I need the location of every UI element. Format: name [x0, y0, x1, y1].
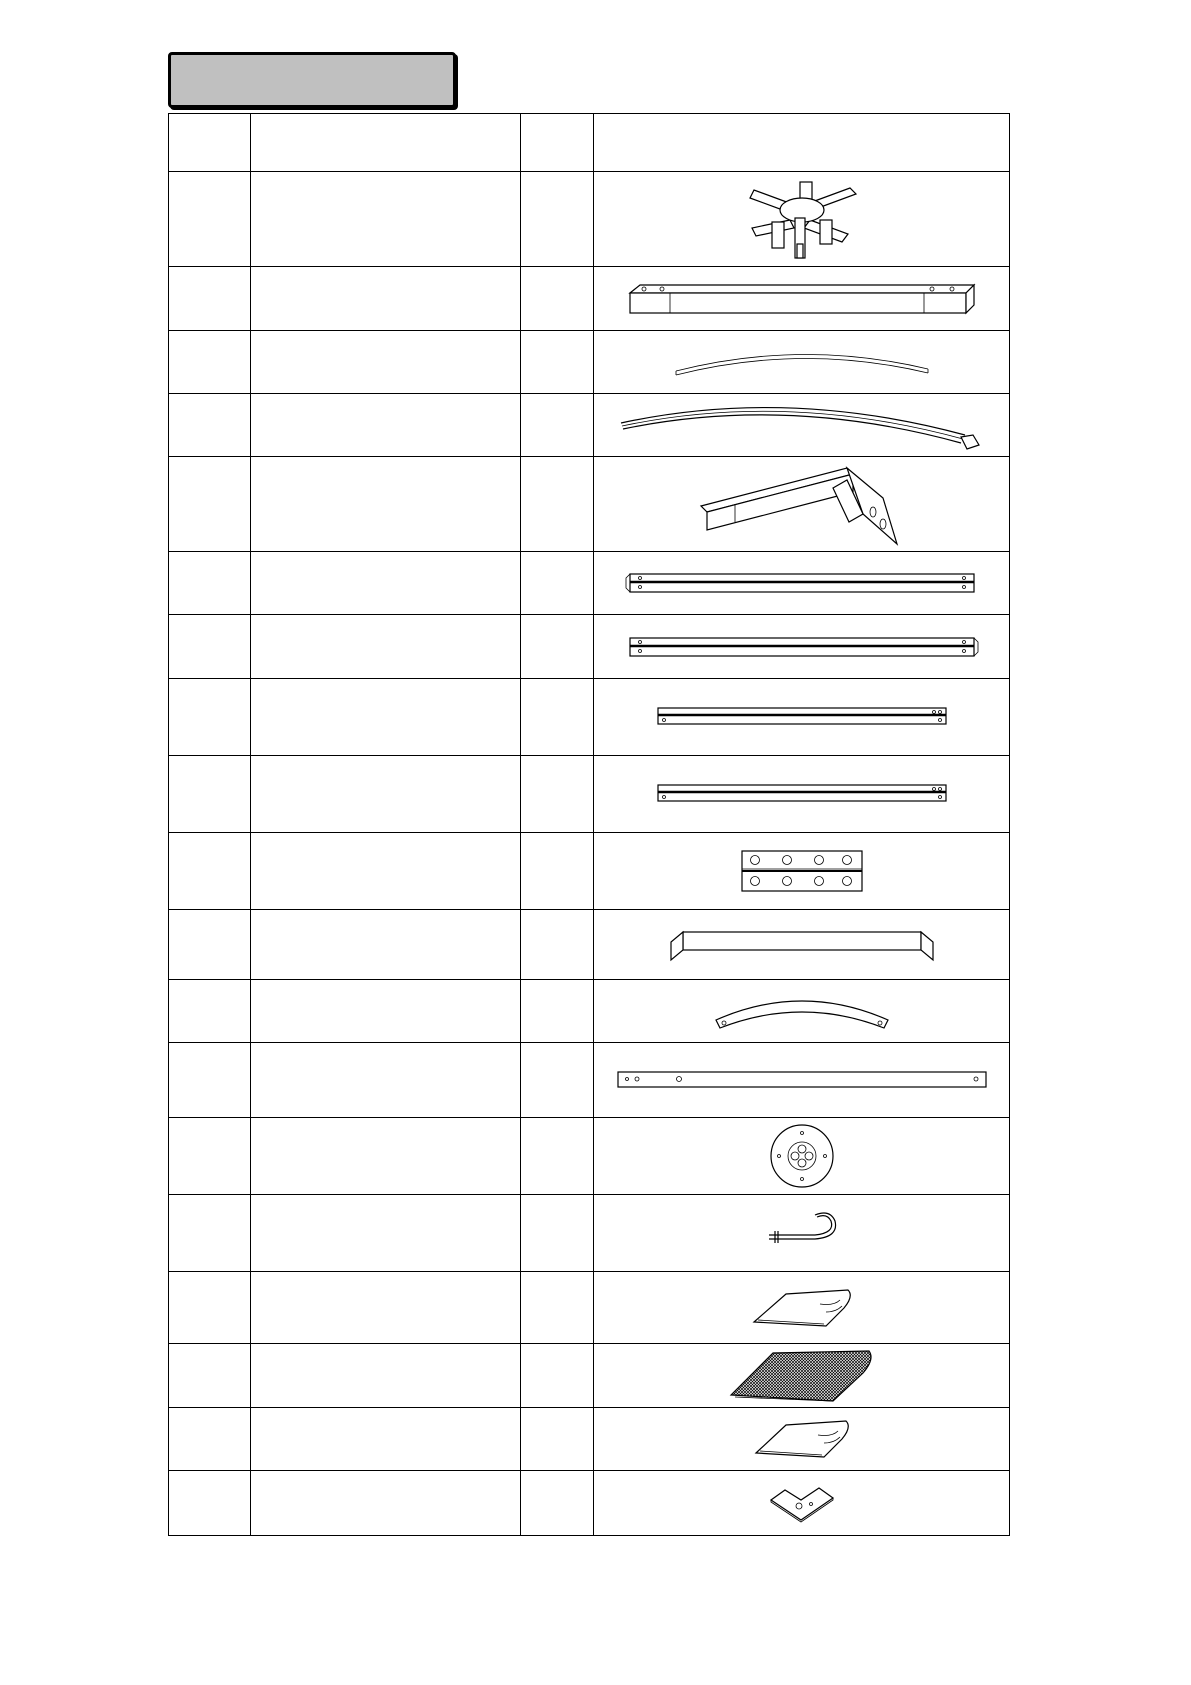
- table-row: [169, 910, 1010, 980]
- part-description: [251, 980, 521, 1043]
- part-description: [251, 172, 521, 267]
- mesh-panel-icon: [727, 1347, 877, 1405]
- parts-table: [168, 113, 1010, 1536]
- part-number: [169, 1043, 251, 1118]
- part-number: [169, 615, 251, 679]
- medium-channel-bar-icon: [654, 704, 950, 730]
- part-description: [251, 833, 521, 910]
- hole-plate-icon: [739, 848, 865, 894]
- part-description: [251, 1344, 521, 1408]
- part-number: [169, 457, 251, 552]
- part-description: [251, 615, 521, 679]
- part-description: [251, 552, 521, 615]
- table-row: [169, 457, 1010, 552]
- angled-bracket-arm-icon: [697, 460, 907, 548]
- long-channel-bar-notched-icon: [624, 632, 980, 662]
- part-quantity: [521, 1408, 594, 1471]
- arched-strap-icon: [712, 990, 892, 1032]
- hub-connector-icon: [732, 174, 872, 264]
- part-description: [251, 1195, 521, 1272]
- part-description: [251, 1043, 521, 1118]
- corner-plate-icon: [767, 1482, 837, 1524]
- part-quantity: [521, 1471, 594, 1536]
- table-row: [169, 1471, 1010, 1536]
- part-quantity: [521, 457, 594, 552]
- table-row: [169, 331, 1010, 394]
- part-description: [251, 1471, 521, 1536]
- part-number: [169, 756, 251, 833]
- part-number: [169, 552, 251, 615]
- part-quantity: [521, 331, 594, 394]
- table-row: [169, 833, 1010, 910]
- header-qty: [521, 114, 594, 172]
- part-quantity: [521, 1272, 594, 1344]
- part-description: [251, 1408, 521, 1471]
- part-quantity: [521, 1118, 594, 1195]
- part-number: [169, 172, 251, 267]
- long-channel-bar-icon: [624, 568, 980, 598]
- part-quantity: [521, 756, 594, 833]
- part-quantity: [521, 615, 594, 679]
- section-title: [168, 52, 456, 108]
- part-description: [251, 756, 521, 833]
- table-row: [169, 1043, 1010, 1118]
- part-description: [251, 267, 521, 331]
- part-number: [169, 833, 251, 910]
- part-number: [169, 679, 251, 756]
- part-number: [169, 1195, 251, 1272]
- part-number: [169, 1471, 251, 1536]
- part-quantity: [521, 1043, 594, 1118]
- part-number: [169, 1344, 251, 1408]
- table-row: [169, 615, 1010, 679]
- table-row: [169, 756, 1010, 833]
- part-number: [169, 267, 251, 331]
- table-row: [169, 267, 1010, 331]
- folded-cloth-icon: [752, 1417, 852, 1461]
- part-quantity: [521, 394, 594, 457]
- header-no: [169, 114, 251, 172]
- folded-cloth-icon: [750, 1286, 854, 1330]
- part-description: [251, 1118, 521, 1195]
- part-description: [251, 457, 521, 552]
- part-description: [251, 1272, 521, 1344]
- table-row: [169, 1344, 1010, 1408]
- part-quantity: [521, 679, 594, 756]
- part-number: [169, 331, 251, 394]
- part-number: [169, 394, 251, 457]
- table-header-row: [169, 114, 1010, 172]
- square-tube-icon: [622, 279, 982, 319]
- part-number: [169, 1408, 251, 1471]
- part-quantity: [521, 1195, 594, 1272]
- part-description: [251, 394, 521, 457]
- medium-channel-bar-icon: [654, 781, 950, 807]
- part-description: [251, 331, 521, 394]
- part-quantity: [521, 552, 594, 615]
- table-row: [169, 172, 1010, 267]
- part-number: [169, 980, 251, 1043]
- part-quantity: [521, 1344, 594, 1408]
- flat-bar-icon: [615, 1069, 989, 1091]
- header-description: [251, 114, 521, 172]
- thin-arc-rib-icon: [672, 345, 932, 379]
- part-number: [169, 910, 251, 980]
- folded-brace-icon: [667, 928, 937, 962]
- hook-bolt-icon: [765, 1211, 839, 1255]
- part-number: [169, 1272, 251, 1344]
- header-illustration: [594, 114, 1010, 172]
- table-row: [169, 679, 1010, 756]
- part-description: [251, 679, 521, 756]
- table-row: [169, 1408, 1010, 1471]
- part-quantity: [521, 910, 594, 980]
- part-quantity: [521, 267, 594, 331]
- part-number: [169, 1118, 251, 1195]
- part-quantity: [521, 980, 594, 1043]
- part-quantity: [521, 172, 594, 267]
- round-base-plate-icon: [767, 1121, 837, 1191]
- table-row: [169, 1118, 1010, 1195]
- curved-rib-icon: [617, 397, 987, 453]
- part-quantity: [521, 833, 594, 910]
- part-description: [251, 910, 521, 980]
- table-row: [169, 552, 1010, 615]
- table-row: [169, 1195, 1010, 1272]
- table-row: [169, 1272, 1010, 1344]
- table-row: [169, 980, 1010, 1043]
- table-row: [169, 394, 1010, 457]
